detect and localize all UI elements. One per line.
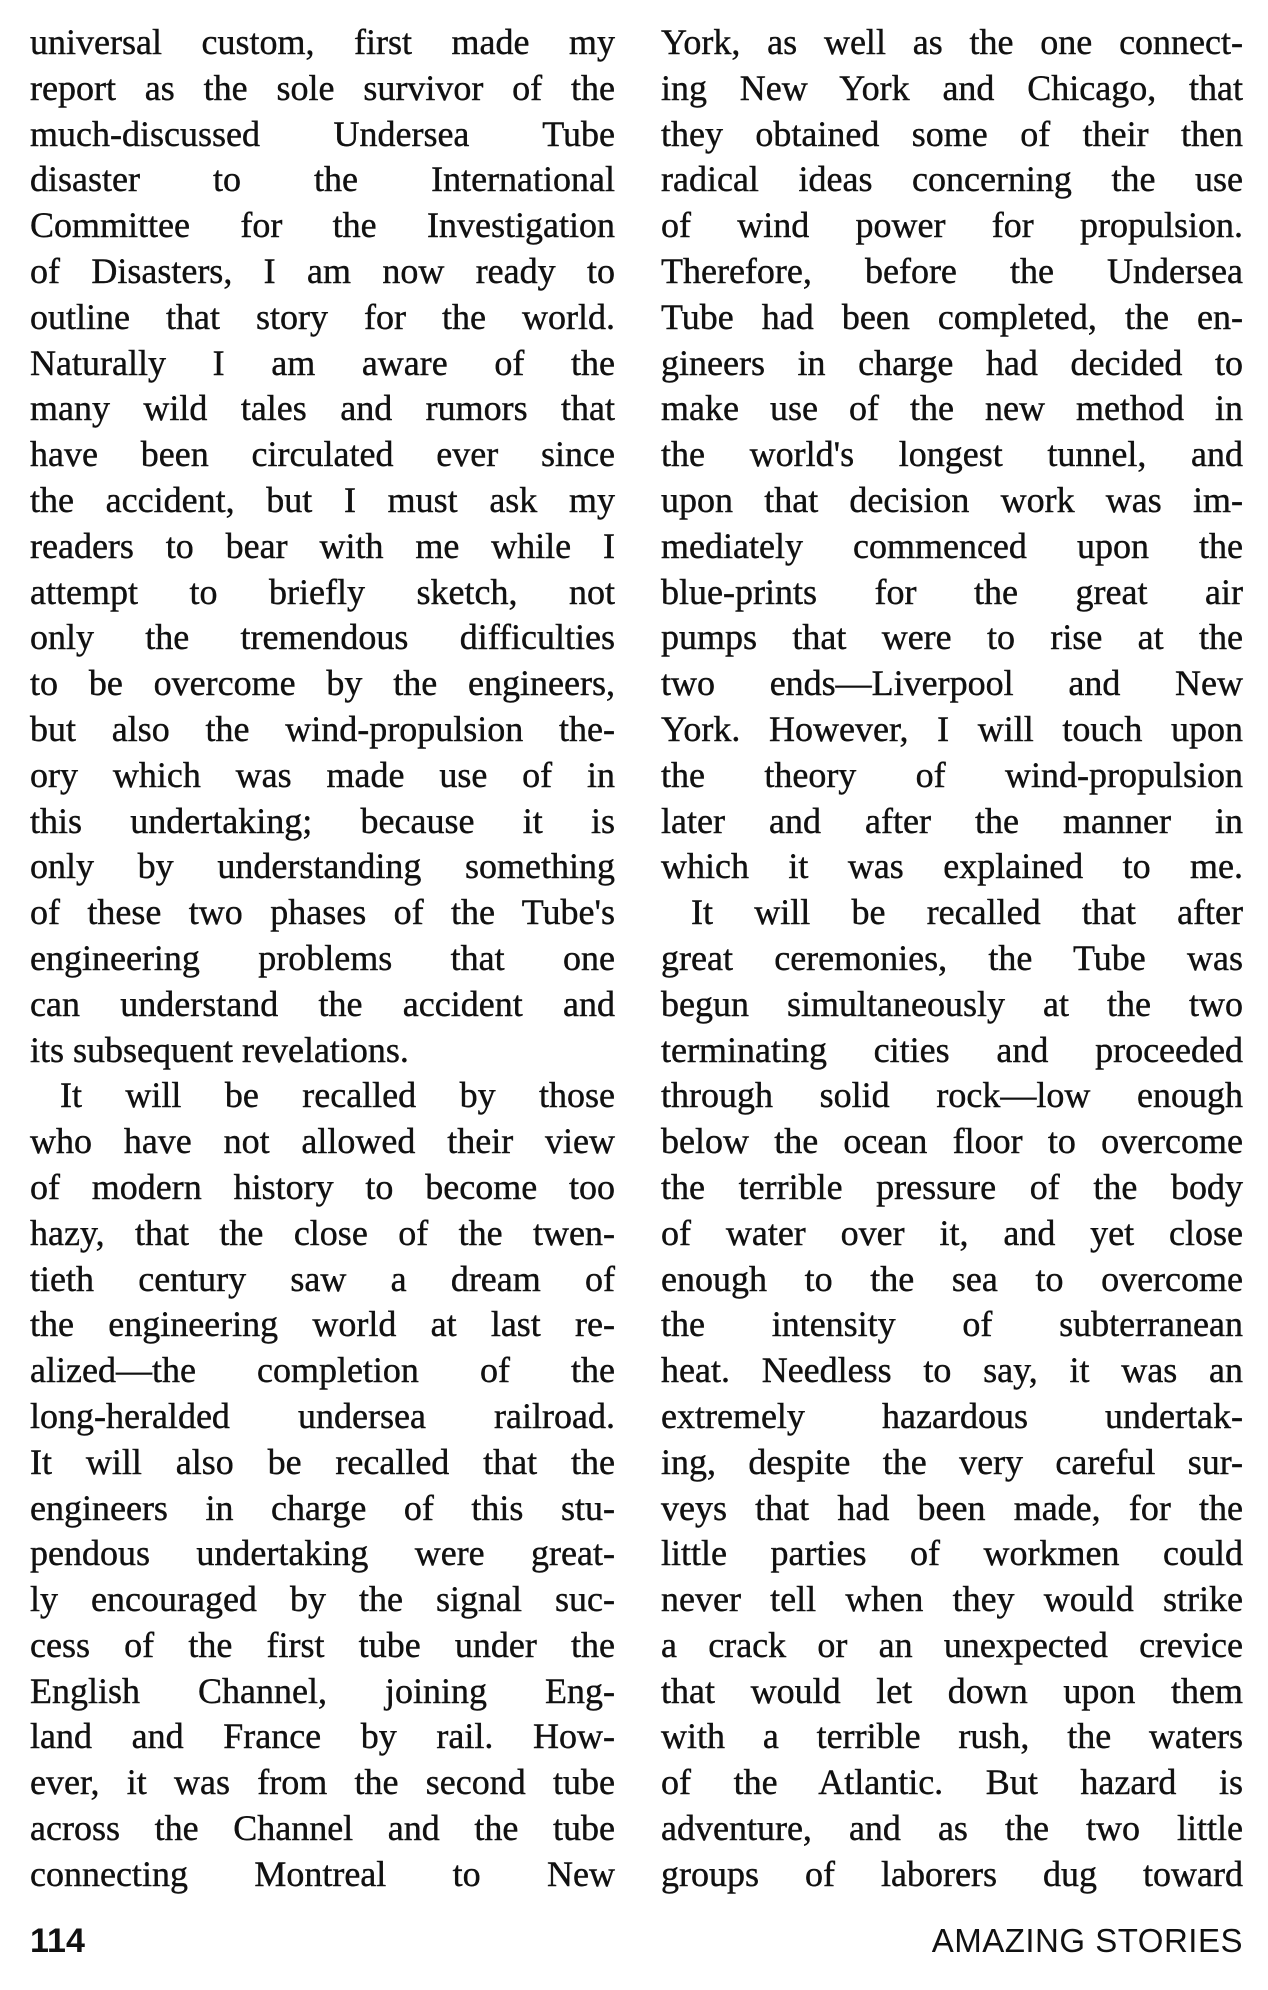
text-line: of modern history to become too bbox=[30, 1166, 615, 1207]
text-line: who have not allowed their view bbox=[30, 1121, 615, 1162]
text-line: the terrible pressure of the body bbox=[661, 1166, 1243, 1207]
text-line: little parties of workmen could bbox=[661, 1533, 1243, 1574]
page-number: 114 bbox=[30, 1922, 85, 1960]
text-line: pumps that were to rise at the bbox=[661, 617, 1243, 658]
text-line: York. However, I will touch upon bbox=[661, 708, 1243, 749]
text-line: many wild tales and rumors that bbox=[30, 388, 615, 429]
text-line: that would let down upon them bbox=[661, 1670, 1243, 1711]
text-line: of water over it, and yet close bbox=[661, 1212, 1243, 1253]
text-line: which it was explained to me. bbox=[661, 846, 1243, 887]
text-line: Tube had been completed, the en- bbox=[661, 296, 1243, 337]
text-line: the theory of wind-propulsion bbox=[661, 754, 1243, 795]
text-line: Therefore, before the Undersea bbox=[661, 250, 1243, 291]
text-line: heat. Needless to say, it was an bbox=[661, 1350, 1243, 1391]
text-line: terminating cities and proceeded bbox=[661, 1029, 1243, 1070]
text-line: blue-prints for the great air bbox=[661, 571, 1243, 612]
text-line: a crack or an unexpected crevice bbox=[661, 1624, 1243, 1665]
text-line: ever, it was from the second tube bbox=[30, 1762, 615, 1803]
text-line: ly encouraged by the signal suc- bbox=[30, 1579, 615, 1620]
text-line: long-heralded undersea railroad. bbox=[30, 1395, 615, 1436]
text-line: upon that decision work was im- bbox=[661, 479, 1243, 520]
text-line: to be overcome by the engineers, bbox=[30, 663, 615, 704]
text-line: readers to bear with me while I bbox=[30, 525, 615, 566]
text-line: but also the wind-propulsion the- bbox=[30, 708, 615, 749]
text-line: It will be recalled that after bbox=[691, 892, 1243, 933]
text-line: Committee for the Investigation bbox=[30, 205, 615, 246]
text-line: ory which was made use of in bbox=[30, 754, 615, 795]
text-line: attempt to briefly sketch, not bbox=[30, 571, 615, 612]
text-line: later and after the manner in bbox=[661, 800, 1243, 841]
text-line: disaster to the International bbox=[30, 159, 615, 200]
magazine-title: AMAZING STORIES bbox=[931, 1922, 1243, 1959]
text-line: across the Channel and the tube bbox=[30, 1808, 615, 1849]
left-column bbox=[30, 20, 615, 1898]
text-line: much-discussed Undersea Tube bbox=[30, 113, 615, 154]
text-line: enough to the sea to overcome bbox=[661, 1258, 1243, 1299]
text-line: this undertaking; because it is bbox=[30, 800, 615, 841]
right-column bbox=[661, 20, 1243, 1898]
text-line: with a terrible rush, the waters bbox=[661, 1716, 1243, 1757]
text-line: engineers in charge of this stu- bbox=[30, 1487, 615, 1528]
text-line: its subsequent revelations. bbox=[30, 1029, 409, 1070]
text-line: the engineering world at last re- bbox=[30, 1304, 615, 1345]
text-line: they obtained some of their then bbox=[661, 113, 1243, 154]
text-line: engineering problems that one bbox=[30, 937, 615, 978]
text-line: make use of the new method in bbox=[661, 388, 1243, 429]
text-line: the accident, but I must ask my bbox=[30, 479, 615, 520]
text-line: veys that had been made, for the bbox=[661, 1487, 1243, 1528]
text-line: only by understanding something bbox=[30, 846, 615, 887]
text-line: ing, despite the very careful sur- bbox=[661, 1441, 1243, 1482]
text-line: the intensity of subterranean bbox=[661, 1304, 1243, 1345]
text-line: Naturally I am aware of the bbox=[30, 342, 615, 383]
text-line: of wind power for propulsion. bbox=[661, 205, 1243, 246]
text-line: below the ocean floor to overcome bbox=[661, 1121, 1243, 1162]
text-line: radical ideas concerning the use bbox=[661, 159, 1243, 200]
text-line: It will also be recalled that the bbox=[30, 1441, 615, 1482]
text-line: tieth century saw a dream of bbox=[30, 1258, 615, 1299]
text-line: of these two phases of the Tube's bbox=[30, 892, 615, 933]
text-line: through solid rock—low enough bbox=[661, 1075, 1243, 1116]
text-line: of Disasters, I am now ready to bbox=[30, 250, 615, 291]
text-line: two ends—Liverpool and New bbox=[661, 663, 1243, 704]
text-line: It will be recalled by those bbox=[60, 1075, 615, 1116]
text-line: never tell when they would strike bbox=[661, 1579, 1243, 1620]
text-line: English Channel, joining Eng- bbox=[30, 1670, 615, 1711]
text-line: cess of the first tube under the bbox=[30, 1624, 615, 1665]
text-line: alized—the completion of the bbox=[30, 1350, 615, 1391]
text-line: gineers in charge had decided to bbox=[661, 342, 1243, 383]
text-line: hazy, that the close of the twen- bbox=[30, 1212, 615, 1253]
text-line: begun simultaneously at the two bbox=[661, 983, 1243, 1024]
text-line: mediately commenced upon the bbox=[661, 525, 1243, 566]
text-line: extremely hazardous undertak- bbox=[661, 1395, 1243, 1436]
text-line: ing New York and Chicago, that bbox=[661, 67, 1243, 108]
text-line: adventure, and as the two little bbox=[661, 1808, 1243, 1849]
text-line: great ceremonies, the Tube was bbox=[661, 937, 1243, 978]
text-line: pendous undertaking were great- bbox=[30, 1533, 615, 1574]
text-line: the world's longest tunnel, and bbox=[661, 434, 1243, 475]
text-line: of the Atlantic. But hazard is bbox=[661, 1762, 1243, 1803]
text-line: only the tremendous difficulties bbox=[30, 617, 615, 658]
text-line: can understand the accident and bbox=[30, 983, 615, 1024]
text-line: report as the sole survivor of the bbox=[30, 67, 615, 108]
text-line: groups of laborers dug toward bbox=[661, 1853, 1243, 1894]
text-line: land and France by rail. How- bbox=[30, 1716, 615, 1757]
text-line: York, as well as the one connect- bbox=[661, 22, 1243, 62]
text-line: universal custom, first made my bbox=[30, 22, 615, 62]
text-line: have been circulated ever since bbox=[30, 434, 615, 475]
text-line: outline that story for the world. bbox=[30, 296, 615, 337]
text-line: connecting Montreal to New bbox=[30, 1853, 615, 1894]
